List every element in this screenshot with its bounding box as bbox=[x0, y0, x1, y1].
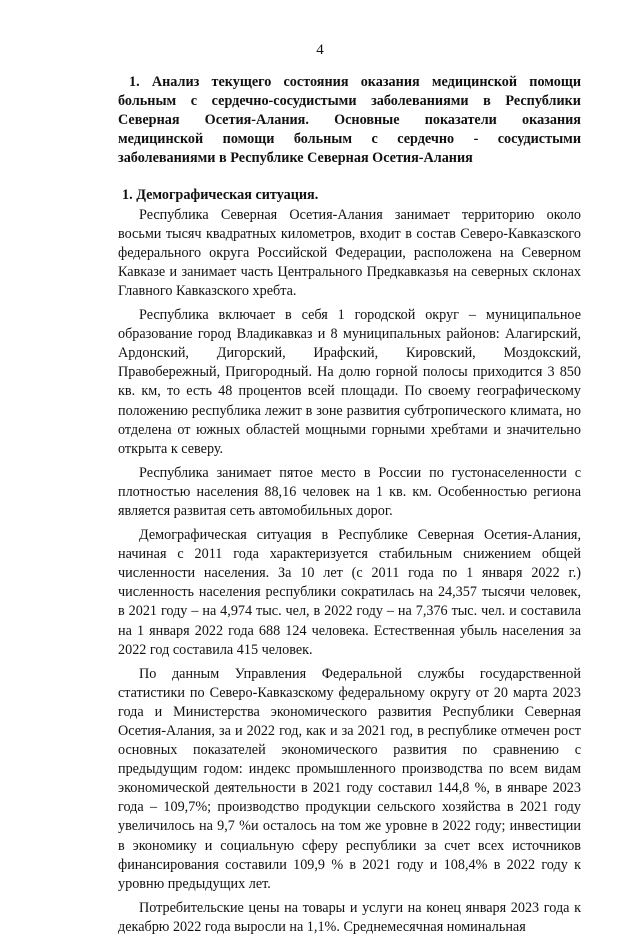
paragraph: Республика Северная Осетия-Алания занимает территорию около восьми тысяч квадратных километров, входит в состав Северо-Кавказского федерального округа Российской Федерации, расположена на Северном Кавказе и занимает часть Центрального Предкавказья на северных склонах Главного Кавказского хребта. bbox=[118, 206, 581, 299]
paragraph: Потребительские цены на товары и услуги на конец января 2023 года к декабрю 2022 года выросли на 1,1%. Среднемесячная номинальная bbox=[118, 899, 581, 935]
paragraph: По данным Управления Федеральной службы государственной статистики по Северо-Кавказскому федеральному округу от 20 марта 2023 года и Министерства экономического развития Республики Северная Осетия-Алания, за и 2022 год, как и за 2021 год, в республике отмечен рост основных показателей экономического развития по сравнению с предыдущим годом: индекс промышленного производства по всем видам экономической деятельности в 2021 году составил 144,8 %, в январе 2023 года – 109,7%; производство продукции сельского хозяйства в 2021 году увеличилось на 9,7 %и осталось на том же уровне в 2022 году; инвестиции в экономику и социальную сферу республики за счет всех источников финансирования составили 109,9 % в 2021 году и 108,4% в 2022 году к уровню предыдущих лет. bbox=[118, 665, 581, 892]
paragraph: Демографическая ситуация в Республике Северная Осетия-Алания, начиная с 2011 года характеризуется стабильным снижением общей численности населения. За 10 лет (с 2011 года по 1 января 2022 г.) численность населения республики сократилась на 24,357 тысячи человек, в 2021 году – на 4,974 тыс. чел, в 2022 году – на 7,376 тыс. чел. и составила на 1 января 2022 года 688 124 человека. Естественная убыль населения за 2022 год составила 415 человек. bbox=[118, 527, 581, 658]
subsection-heading: 1. Демографическая ситуация. bbox=[122, 187, 319, 204]
paragraph: Республика включает в себя 1 городской округ – муниципальное образование город Владикавказ и 8 муниципальных районов: Алагирский, Ардонский, Дигорский, Ирафский, Кировский, Моздокский, Правобережный, Пригородный. На долю горной полосы приходится 3 850 кв. км, то есть 48 процентов всей площади. По своему географическому положению республика лежит в зоне развития субтропического климата, но отделена от южных областей мощными горными хребтами и значительно открыта к северу. bbox=[118, 307, 581, 457]
paragraph: Республика занимает пятое место в России по густонаселенности с плотностью населения 88,16 человек на 1 кв. км. Особенностью региона является развитая сеть автомобильных дорог. bbox=[118, 464, 581, 519]
document-body bbox=[118, 73, 581, 937]
page-number: 4 bbox=[316, 42, 324, 58]
section-heading: 1. Анализ текущего состояния оказания медицинской помощи больным с сердечно-сосудистыми заболеваниями в Республики Северная Осетия-Алания. Основные показатели оказания медицинской помощи больным с сердечно - сосудистыми заболеваниями в Республике Северная Осетия-Алания bbox=[118, 74, 581, 167]
